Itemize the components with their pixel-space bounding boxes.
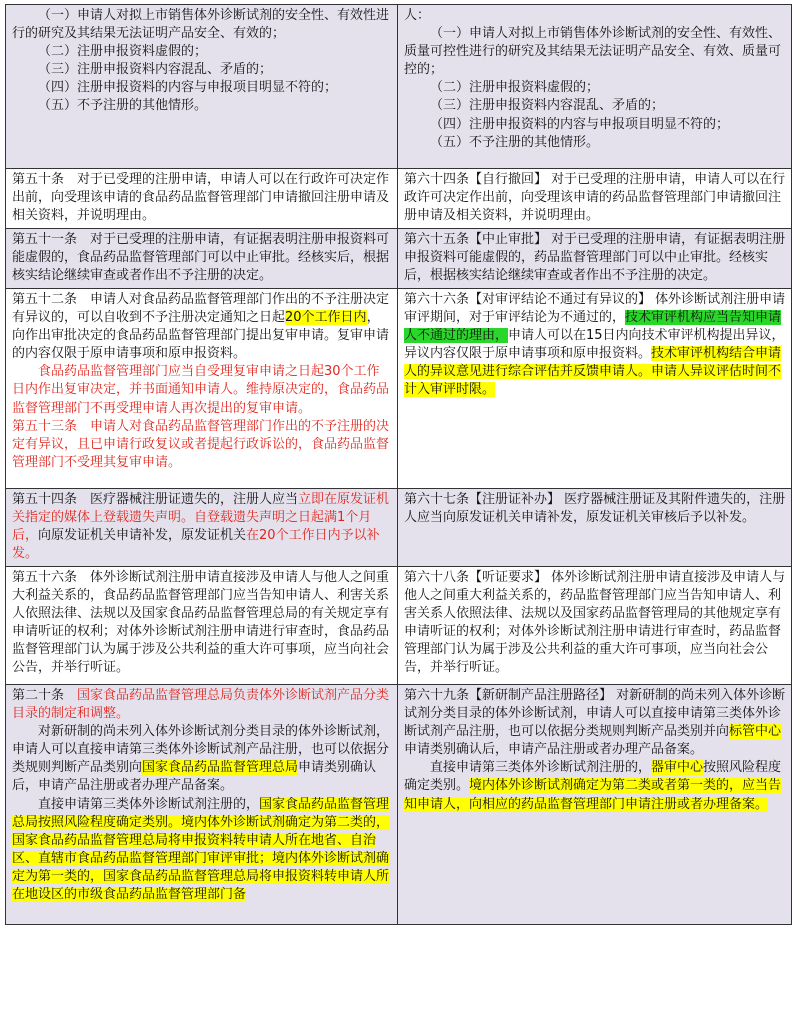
clause-text [404, 687, 786, 759]
list-item: （二）注册申报资料虚假的； [38, 44, 208, 60]
clause-segment: 第五十四条 医疗器械注册证遗失的，注册人应当 [12, 492, 299, 507]
list-item: （四）注册申报资料的内容与申报项目明显不符的； [38, 80, 338, 96]
clause-text: 第六十八条【听证要求】 体外诊断试剂注册申请直接涉及申请人与他人之间重大利益关系的，药品监督管理部门应当告知申请人、利害关系人依照法律、法规以及国家药品监督管理局的其他规定享有申请听证的权利；对体外诊断试剂注册申请进行审查时，药品监督管理部门认为属于涉及公共利益的重大许可事项，应当向社会公告，并举行听证。 [404, 570, 786, 676]
old-clause-cell [6, 685, 398, 925]
clause-text [12, 796, 392, 905]
list-item: （三）注册申报资料内容混乱、矛盾的； [430, 98, 665, 114]
clause-segment: 按照风险程度确定类别。 [404, 760, 782, 794]
clause-segment: 申请类别确认后，申请产品注册或者办理产品备案。 [12, 760, 377, 794]
old-clause-cell [6, 5, 398, 169]
clause-text: 第六十五条【中止审批】 对于已受理的注册申请，有证据表明注册申报资料可能虚假的，药品监督管理部门可以中止审批。经核实后，根据核实结论继续审查或者作出不予注册的决定。 [404, 232, 786, 284]
table-row [6, 5, 792, 169]
new-clause-cell [398, 685, 792, 925]
new-clause-cell [398, 169, 792, 229]
old-clause-cell [6, 289, 398, 489]
clause-text [404, 759, 786, 813]
highlighted-segment: 技术审评机构结合申请人的异议意见进行综合评估并反馈申请人。申请人异议评估时间不计入审评时限。 [404, 346, 782, 398]
list-item: （一）申请人对拟上市销售体外诊断试剂的安全性、有效性、质量可控性进行的研究及其结果无法证明产品安全、有效、质量可控的； [404, 26, 782, 78]
added-clause-segment: 在20个工作日内予以补发。 [12, 528, 380, 562]
new-clause-cell [398, 5, 792, 169]
highlighted-segment: 标管中心 [729, 724, 782, 740]
clause-text [12, 687, 392, 723]
clause-text: 第五十一条 对于已受理的注册申请，有证据表明注册申报资料可能虚假的，食品药品监督管理部门可以中止审批。经核实后，根据核实结论继续审查或者作出不予注册的决定。 [12, 232, 390, 284]
highlighted-segment: 器审中心 [651, 760, 704, 776]
old-clause-cell [6, 489, 398, 567]
clause-segment: 直接申请第三类体外诊断试剂注册的， [430, 760, 652, 776]
old-clause-cell [6, 169, 398, 229]
clause-segment: 直接申请第三类体外诊断试剂注册的， [38, 796, 260, 812]
new-clause-cell [398, 567, 792, 685]
table-row [6, 169, 792, 229]
clause-text [12, 491, 392, 563]
table-row [6, 229, 792, 289]
new-clause-cell [398, 289, 792, 489]
comparison-table [5, 4, 792, 925]
old-clause-cell [6, 229, 398, 289]
added-clause-text: 第五十三条 申请人对食品药品监督管理部门作出的不予注册的决定有异议，且已申请行政复议或者提起行政诉讼的，食品药品监督管理部门不受理其复审申请。 [12, 418, 390, 470]
clause-segment: 向原发证机关申请补发，原发证机关 [38, 528, 247, 544]
clause-segment: ，向作出审批决定的食品药品监督管理部门提出复审申请。复审申请的内容仅限于原申请事项和原申报资料。 [12, 310, 390, 362]
list-item: （五）不予注册的其他情形。 [430, 134, 600, 150]
list-item: （三）注册申报资料内容混乱、矛盾的； [38, 62, 273, 78]
highlighted-segment: 国家食品药品监督管理总局按照风险程度确定类别。境内体外诊断试剂确定为第二类的，国家食品药品监督管理总局将申报资料转申请人所在地省、自治区、直辖市食品药品监督管理部门审评审批；境内体外诊断试剂确定为第一类的，国家食品药品监督管理总局将申报资料转申请人所在地设区的市级食品药品监督管理部门备 [12, 796, 390, 903]
table-row [6, 489, 792, 567]
new-clause-cell [398, 229, 792, 289]
clause-text: 第六十四条【自行撤回】 对于已受理的注册申请，申请人可以在行政许可决定作出前，向受理该申请的药品监督管理部门申请撤回注册申请及相关资料，并说明理由。 [404, 172, 786, 224]
clause-segment: 第六十六条【对审评结论不通过有异议的】 体外诊断试剂注册申请审评期间，对于审评结论为不通过的， [404, 292, 786, 326]
table-row [6, 685, 792, 925]
added-clause-text: 食品药品监督管理部门应当自受理复审申请之日起30个工作日内作出复审决定，并书面通知申请人。维持原决定的，食品药品监督管理部门不再受理申请人再次提出的复审申请。 [12, 364, 390, 416]
table-row [6, 567, 792, 685]
clause-text [12, 723, 392, 795]
clause-segment: 申请人可以在15日内向技术审评机构提出异议，异议内容仅限于原申请事项和原申报资料。 [404, 328, 785, 362]
clause-segment: 第五十二条 申请人对食品药品监督管理部门作出的不予注册决定有异议的，可以自收到不予注册决定通知之日起 [12, 292, 390, 326]
highlighted-segment: 20个工作日内 [285, 310, 367, 326]
list-item: （五）不予注册的其他情形。 [38, 98, 208, 114]
clause-text [404, 291, 786, 400]
table-row [6, 289, 792, 489]
list-item: （二）注册申报资料虚假的； [430, 80, 600, 96]
clause-text: 第五十六条 体外诊断试剂注册申请直接涉及申请人与他人之间重大利益关系的，食品药品监督管理部门应当告知申请人、利害关系人依照法律、法规以及国家食品药品监督管理总局的有关规定享有申请听证的权利；对体外诊断试剂注册申请进行审查时，食品药品监督管理部门认为属于涉及公共利益的重大许可事项，应当向社会公告，并举行听证。 [12, 570, 390, 676]
clause-text: 第五十条 对于已受理的注册申请，申请人可以在行政许可决定作出前，向受理该申请的食品药品监督管理部门申请撤回注册申请及相关资料，并说明理由。 [12, 172, 390, 224]
clause-segment: 第六十九条【新研制产品注册路径】 对新研制的尚未列入体外诊断试剂分类目录的体外诊断试剂，申请人可以直接申请第三类体外诊断试剂产品注册，也可以依据分类规则判断产品类别并向 [404, 688, 786, 740]
clause-segment: 申请类别确认后，申请产品注册或者办理产品备案。 [404, 742, 704, 758]
highlighted-segment: 技术审评机构应当告知申请人不通过的理由， [404, 310, 782, 344]
list-item: （四）注册申报资料的内容与申报项目明显不符的； [430, 116, 730, 132]
clause-text: 第六十七条【注册证补办】 医疗器械注册证及其附件遗失的，注册人应当向原发证机关申请补发，原发证机关审核后予以补发。 [404, 492, 786, 526]
highlighted-segment: 境内体外诊断试剂确定为第二类或者第一类的，应当告知申请人，向相应的药品监督管理部门申请注册或者办理备案。 [404, 778, 782, 812]
clause-text [12, 291, 392, 363]
clause-lead: 人： [404, 8, 431, 23]
new-clause-cell [398, 489, 792, 567]
highlighted-segment: 国家食品药品监督管理总局 [142, 760, 299, 776]
added-clause-segment: 立即在原发证机关指定的媒体上登载遗失声明。自登载遗失声明之日起满1个月后， [12, 492, 390, 544]
old-clause-cell [6, 567, 398, 685]
clause-segment: 对新研制的尚未列入体外诊断试剂分类目录的体外诊断试剂，申请人可以直接申请第三类体外诊断试剂产品注册，也可以依据分类规则判断产品类别向 [12, 724, 390, 776]
clause-segment: 第二十条 [12, 688, 78, 703]
added-clause-segment: 国家食品药品监督管理总局负责体外诊断试剂产品分类目录的制定和调整。 [12, 688, 390, 722]
list-item: （一）申请人对拟上市销售体外诊断试剂的安全性、有效性进行的研究及其结果无法证明产品安全、有效的； [12, 8, 390, 42]
